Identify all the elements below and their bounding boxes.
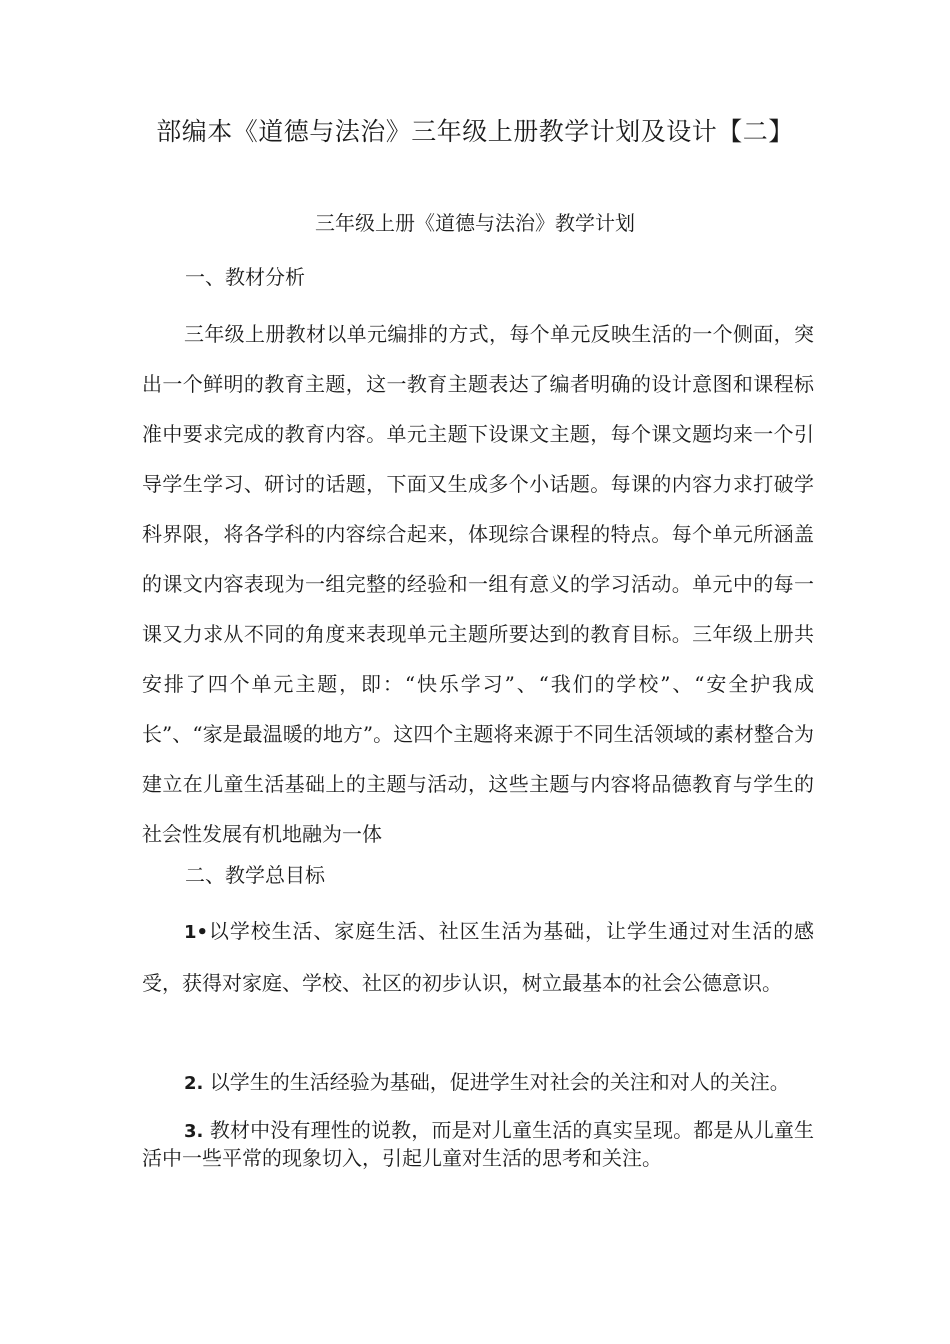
goal-number-2: 2. (184, 1073, 204, 1094)
goal-number-1: 1• (184, 922, 209, 943)
section-heading-goals: 二、教学总目标 (185, 863, 325, 887)
section-heading-materials: 一、教材分析 (185, 265, 305, 289)
document-title: 部编本《道德与法治》三年级上册教学计划及设计【二】 (156, 117, 794, 146)
materials-paragraph: 三年级上册教材以单元编排的方式，每个单元反映生活的一个侧面，突出一个鲜明的教育主题，这一教育主题表达了编者明确的设计意图和课程标准中要求完成的教育内容。单元主题下设课文主题，每个课文题均来一个引导学生学习、研讨的话题，下面又生成多个小话题。每课的内容力求打破学科界限，将各学科的内容综合起来，体现综合课程的特点。每个单元所涵盖的课文内容表现为一组完整的经验和一组有意义的学习活动。单元中的每一课又力求从不同的角度来表现单元主题所要达到的教育目标。三年级上册共安排了四个单元主题，即：“快乐学习”、“我们的学校”、“安全护我成长”、“家是最温暖的地方”。这四个主题将来源于不同生活领域的素材整合为建立在儿童生活基础上的主题与活动，这些主题与内容将品德教育与学生的社会性发展有机地融为一体 (142, 322, 814, 846)
goal-text-3: 教材中没有理性的说教，而是对儿童生活的真实呈现。都是从儿童生活中一些平常的现象切入，引起儿童对生活的思考和关注。 (142, 1118, 814, 1170)
goal-item-2 (142, 1065, 814, 1101)
goal-text-2: 以学生的生活经验为基础，促进学生对社会的关注和对人的关注。 (203, 1070, 790, 1094)
goal-item-1 (142, 906, 814, 1008)
goal-item-3 (142, 1117, 814, 1171)
goal-text-1: 以学校生活、家庭生活、社区生活为基础，让学生通过对生活的感受，获得对家庭、学校、社区的初步认识，树立最基本的社会公德意识。 (142, 919, 814, 995)
goal-number-3: 3. (184, 1121, 204, 1142)
document-subtitle: 三年级上册《道德与法治》教学计划 (315, 211, 635, 235)
